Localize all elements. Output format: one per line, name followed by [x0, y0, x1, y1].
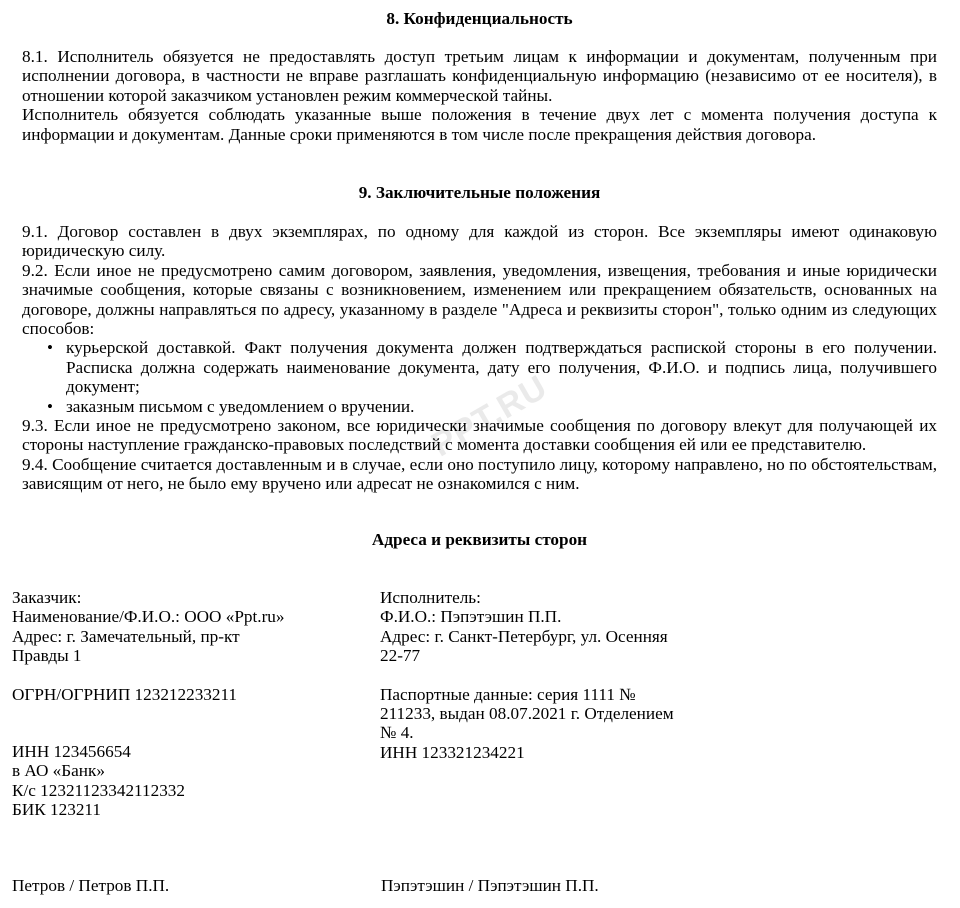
contractor-signature: Пэпэтэшин / Пэпэтэшин П.П.	[381, 876, 599, 895]
contractor-label: Исполнитель:	[380, 588, 481, 607]
contractor-passport-line-2: 211233, выдан 08.07.2021 г. Отделением	[380, 704, 674, 724]
section-8-body	[22, 47, 937, 144]
list-item: • курьерской доставкой. Факт получения документа должен подтверждаться распиской стороны в его получении. Расписка должна содержать наименование документа, дату его получения, Ф.И.О. и подпись лица, получившего документ;	[66, 338, 937, 396]
customer-name: Наименование/Ф.И.О.: ООО «Ppt.ru»	[12, 607, 285, 627]
customer-label: Заказчик:	[12, 588, 82, 607]
spacer	[380, 666, 720, 685]
contractor-requisites	[380, 588, 720, 762]
clause-9-4: 9.4. Сообщение считается доставленным и в случае, если оно поступило лицу, которому направлено, но по обстоятельствам, зависящим от него, не было ему вручено или адресат не ознакомился с ним.	[22, 454, 937, 494]
contractor-passport-line-1: Паспортные данные: серия 1111 №	[380, 684, 636, 704]
customer-signature: Петров / Петров П.П.	[12, 876, 170, 895]
spacer	[12, 704, 342, 742]
section-8-title: 8. Конфиденциальность	[386, 9, 573, 28]
customer-address-line-2: Правды 1	[12, 646, 82, 666]
contractor-name: Ф.И.О.: Пэпэтэшин П.П.	[380, 607, 562, 627]
customer-bik: БИК 123211	[12, 800, 101, 820]
clause-8-1-continued: Исполнитель обязуется соблюдать указанные выше положения в течение двух лет с момента получения доступа к информации и документам. Данные сроки применяются в том числе после прекращения действия договора.	[22, 105, 937, 144]
delivery-methods-list	[22, 338, 937, 416]
customer-requisites	[12, 588, 342, 820]
clause-8-1: 8.1. Исполнитель обязуется не предоставлять доступ третьим лицам к информации и документам, полученным при исполнении договора, в частности не вправе разглашать конфиденциальную информацию (независимо от ее носителя), в отношении которой заказчиком установлен режим коммерческой тайны.	[22, 47, 937, 105]
watermark: PPT.RU	[425, 367, 554, 465]
customer-address-line-1: Адрес: г. Замечательный, пр-кт	[12, 626, 240, 646]
section-9-body	[22, 222, 937, 494]
section-9-title: 9. Заключительные положения	[358, 183, 601, 202]
spacer	[12, 666, 342, 685]
clause-9-1: 9.1. Договор составлен в двух экземплярах, по одному для каждой из сторон. Все экземпляры имеют одинаковую юридическую силу.	[22, 222, 937, 261]
clause-9-3: 9.3. Если иное не предусмотрено законом, все юридически значимые сообщения по договору влекут для получающей их стороны наступление гражданско-правовых последствий с момента доставки сообщения ей или ее представителю.	[22, 416, 937, 455]
clause-9-2: 9.2. Если иное не предусмотрено самим договором, заявления, уведомления, извещения, требования и иные юридически значимые сообщения, которые связаны с возникновением, изменением или прекращением обязательств, основанных на договоре, должны направляться по адресу, указанному в разделе "Адреса и реквизиты сторон", только одним из следующих способов:	[22, 260, 937, 339]
contractor-address-line-1: Адрес: г. Санкт-Петербург, ул. Осенняя	[380, 626, 668, 646]
customer-correspondent-account: К/с 12321123342112332	[12, 780, 185, 800]
contractor-passport-line-3: № 4.	[380, 723, 414, 743]
contractor-inn: ИНН 123321234221	[380, 742, 525, 762]
customer-ogrn: ОГРН/ОГРНИП 123212233211	[12, 684, 238, 704]
list-item: • заказным письмом с уведомлением о вручении.	[66, 397, 937, 416]
customer-inn: ИНН 123456654	[12, 742, 131, 762]
customer-bank: в АО «Банк»	[12, 761, 105, 781]
contractor-address-line-2: 22-77	[380, 646, 421, 666]
requisites-title: Адреса и реквизиты сторон	[371, 530, 588, 549]
